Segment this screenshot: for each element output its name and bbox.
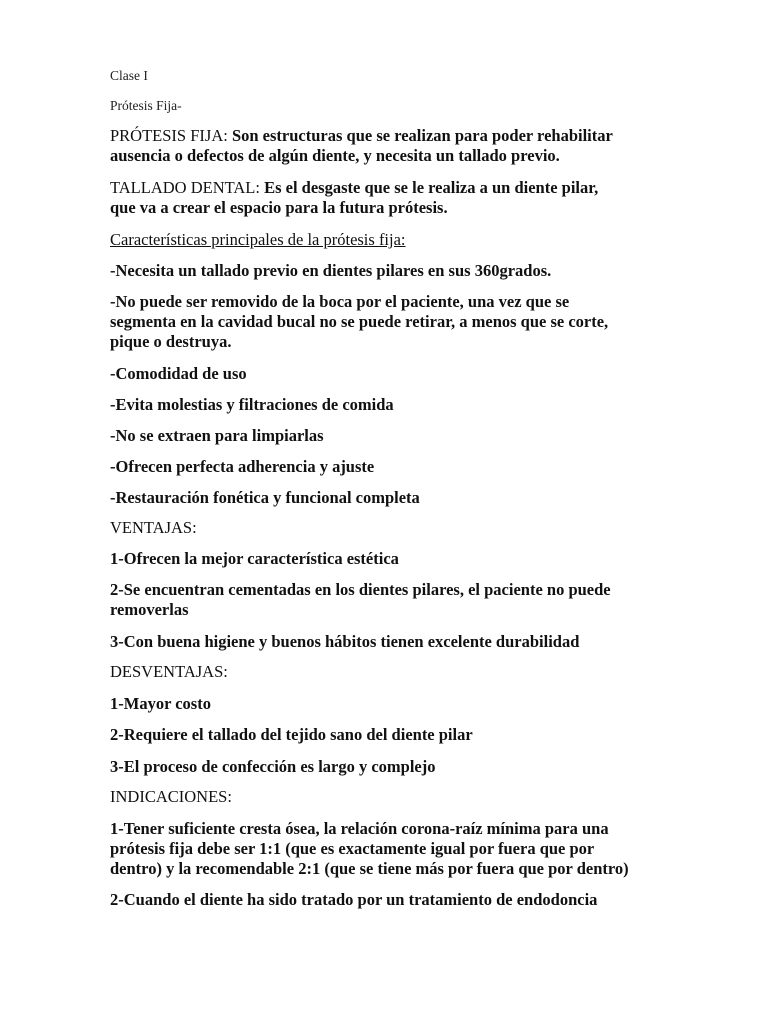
list-item: 1-Ofrecen la mejor característica estética (110, 549, 399, 568)
list-item: 3-Con buena higiene y buenos hábitos tienen excelente durabilidad (110, 632, 580, 651)
list-item: -No se extraen para limpiarlas (110, 426, 324, 445)
definition-text: Son estructuras que se realizan para poder rehabilitar (227, 126, 613, 145)
section-title-indicaciones: INDICACIONES: (110, 787, 232, 806)
document-subtitle: Prótesis Fija- (110, 98, 182, 113)
section-title-ventajas: VENTAJAS: (110, 518, 197, 537)
definition-term: TALLADO DENTAL: (110, 178, 260, 197)
section-title-caracteristicas: Características principales de la prótesis fija: (110, 230, 406, 249)
list-item: 1-Mayor costo (110, 694, 211, 713)
list-item: -Restauración fonética y funcional completa (110, 488, 420, 507)
list-item: 3-El proceso de confección es largo y complejo (110, 757, 436, 776)
list-item: -Ofrecen perfecta adherencia y ajuste (110, 457, 375, 476)
definition-text: Es el desgaste que se le realiza a un diente pilar, (259, 178, 599, 197)
list-item: -Necesita un tallado previo en dientes pilares en sus 360grados. (110, 261, 552, 280)
list-item: -Evita molestias y filtraciones de comida (110, 395, 394, 414)
list-item: 1-Tener suficiente cresta ósea, la relación corona-raíz mínima para una prótesis fija debe ser 1:1 (que es exactamente igual por fuera que por dentro) y la recomendable 2:1 (que se tiene más por fuera que por dentro) (110, 819, 629, 878)
definition-text: que va a crear el espacio para la futura prótesis. (110, 198, 448, 217)
list-item: 2-Cuando el diente ha sido tratado por un tratamiento de endodoncia (110, 890, 598, 909)
list-item: -No puede ser removido de la boca por el paciente, una vez que se segmenta en la cavidad bucal no se puede retirar, a menos que se corte, pique o destruya. (110, 292, 609, 351)
list-item: 2-Se encuentran cementadas en los dientes pilares, el paciente no puede removerlas (110, 580, 611, 619)
definition-protesis-fija (110, 126, 670, 166)
definition-term: PRÓTESIS FIJA: (110, 126, 228, 145)
list-item: -Comodidad de uso (110, 364, 247, 383)
section-title-desventajas: DESVENTAJAS: (110, 662, 228, 681)
list-item: 2-Requiere el tallado del tejido sano del diente pilar (110, 725, 473, 744)
class-label: Clase I (110, 68, 148, 83)
definition-tallado-dental (110, 178, 670, 218)
definition-text: ausencia o defectos de algún diente, y necesita un tallado previo. (110, 146, 560, 165)
